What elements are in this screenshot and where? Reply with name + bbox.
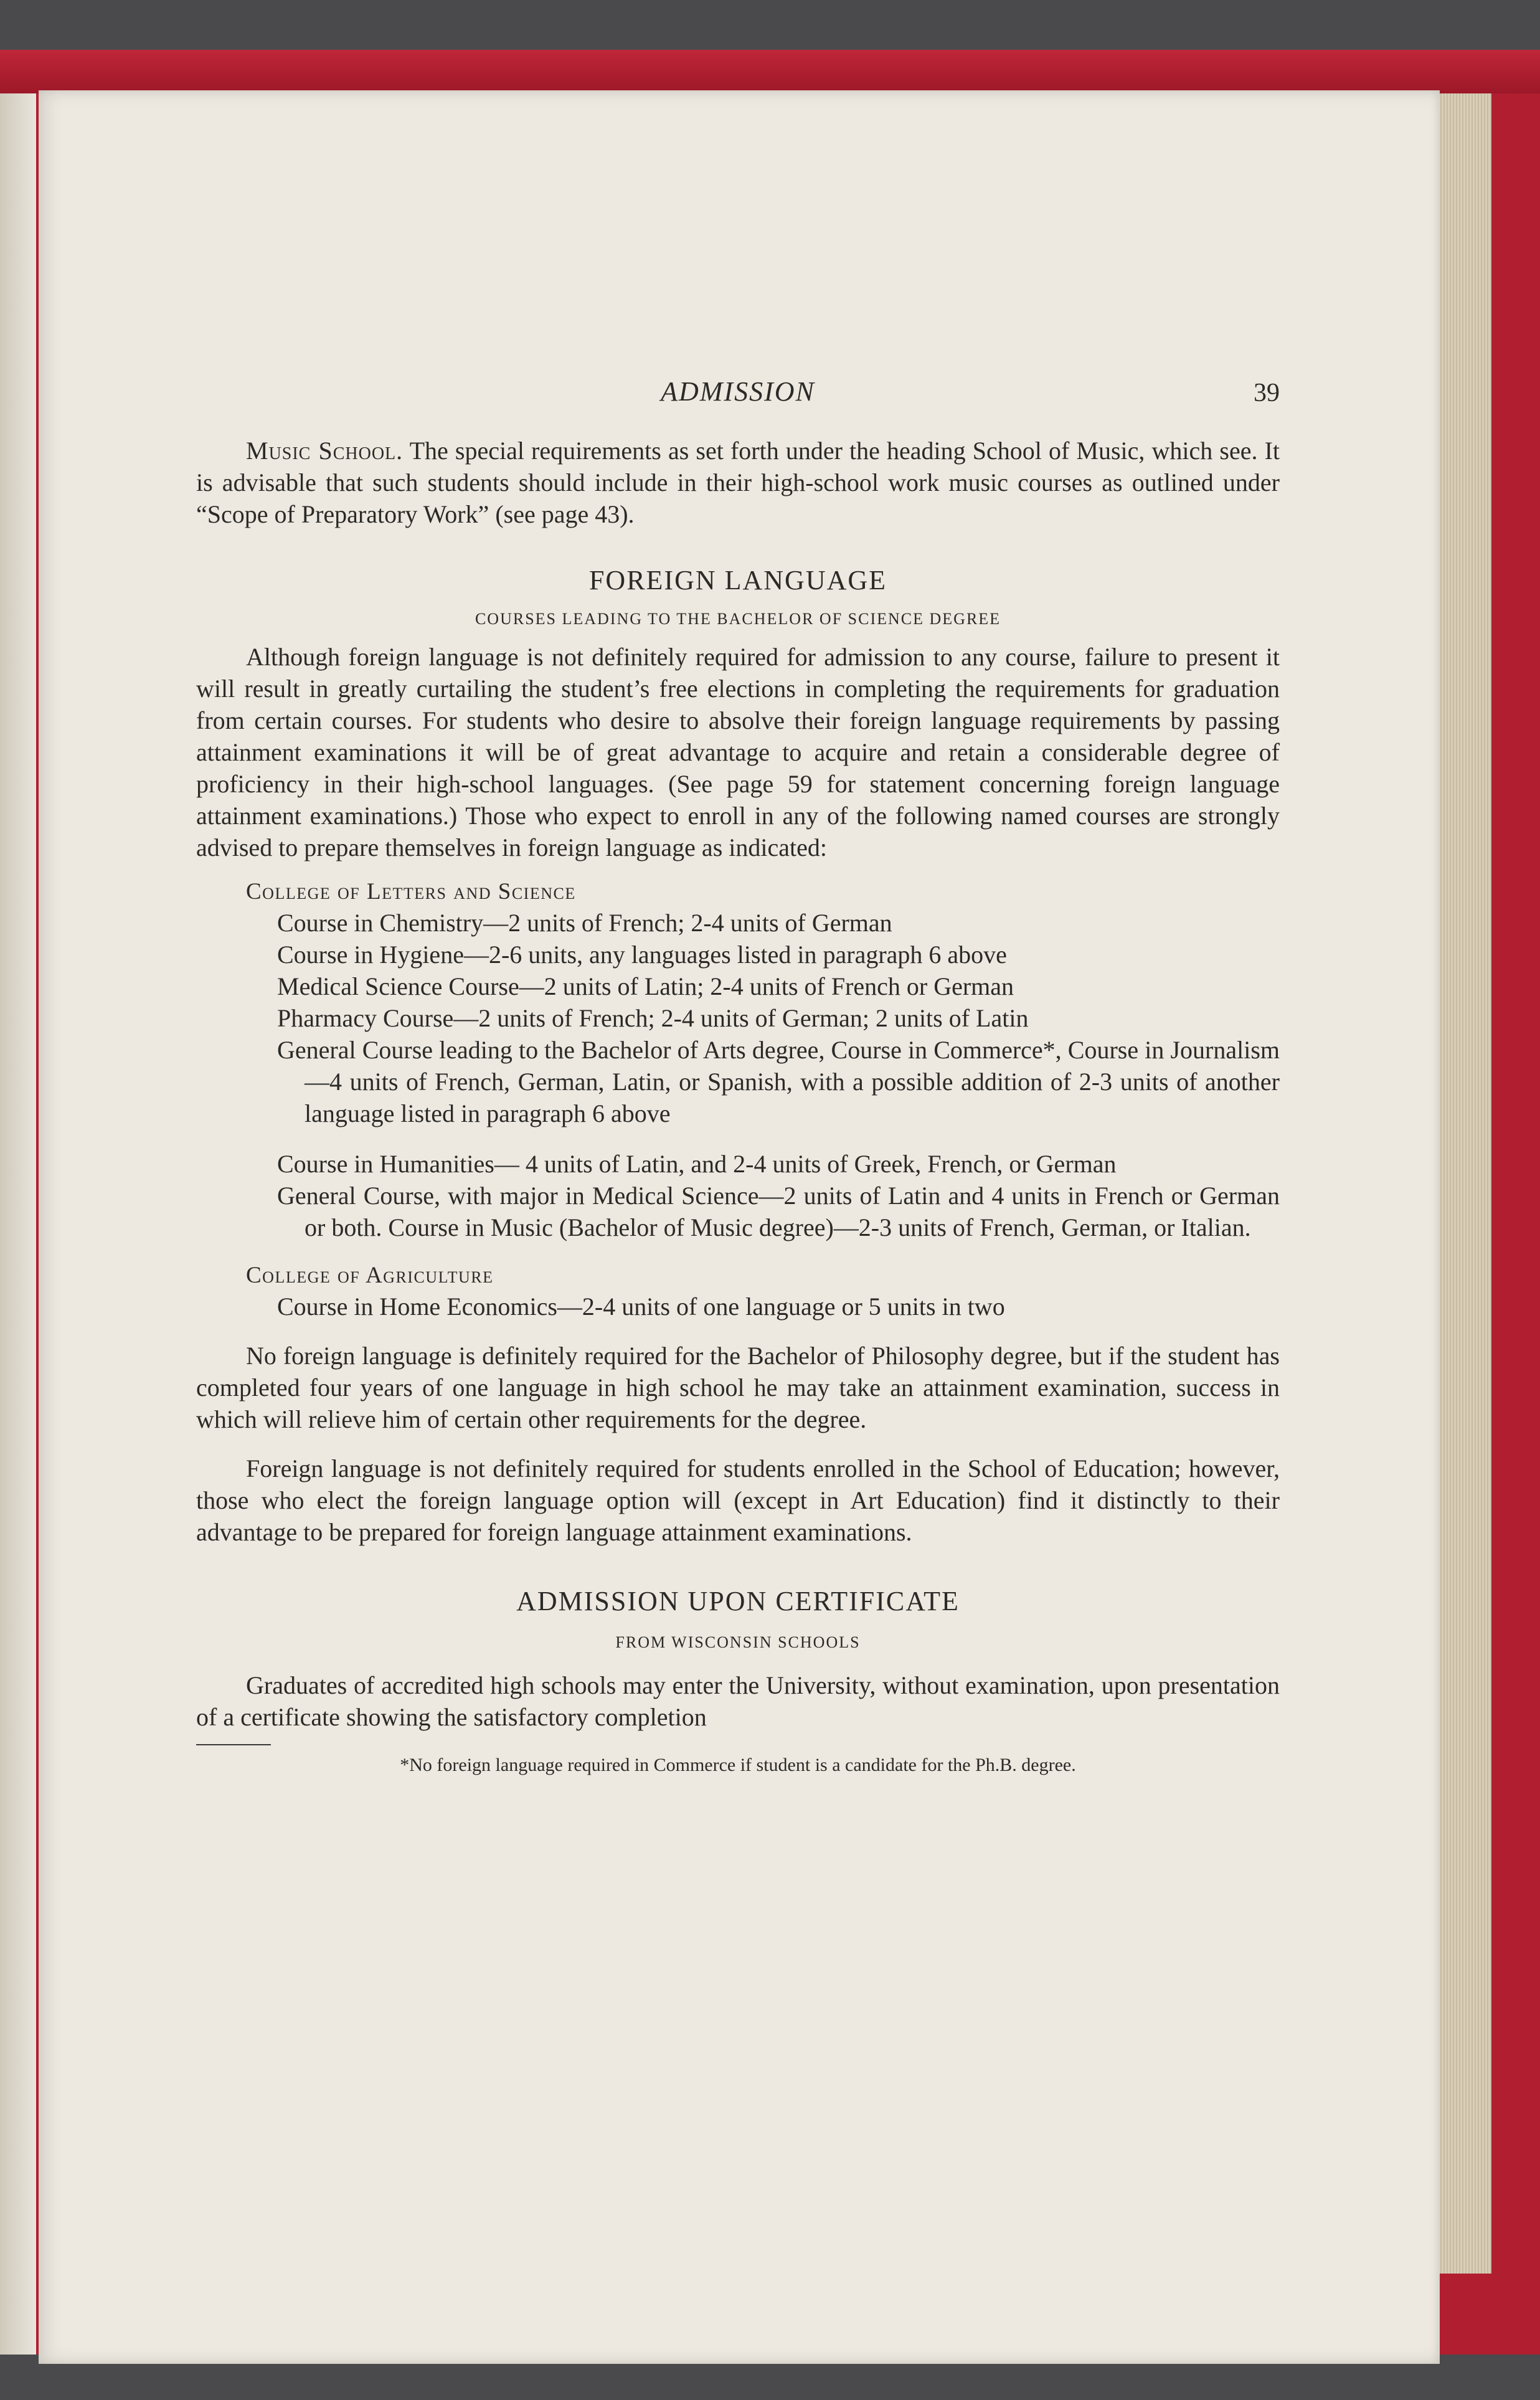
course-item: Course in Chemistry—2 units of French; 2-4 units of German xyxy=(277,909,892,937)
course-item: Course in Hygiene—2-6 units, any languages listed in paragraph 6 above xyxy=(277,941,1007,969)
philosophy-paragraph: No foreign language is definitely required for the Bachelor of Philosophy degree, but if the student has completed four years of one language in high school he may take an attainment examination, success in which will relieve him of certain other requirements for the degree. xyxy=(196,1342,1280,1433)
text-block xyxy=(196,376,1280,1778)
course-item: General Course leading to the Bachelor of Arts degree, Course in Commerce*, Course in Journalism—4 units of French, German, Latin, or Spanish, with a possible addition of 2-3 units of another language listed in paragraph 6 above xyxy=(277,1036,1280,1127)
college-heading: College of Agriculture xyxy=(246,1263,494,1288)
foreign-language-subheading: COURSES LEADING TO THE BACHELOR OF SCIENCE DEGREE xyxy=(475,610,1001,628)
music-school-paragraph xyxy=(196,435,1280,530)
course-item: Medical Science Course—2 units of Latin; 2-4 units of French or German xyxy=(277,972,1014,1000)
footnote-rule xyxy=(196,1744,271,1745)
facing-page-edge xyxy=(0,93,36,2355)
course-item: General Course, with major in Medical Science—2 units of Latin and 4 units in French or German or both. Course in Music (Bachelor of Music degree)—2-3 units of French, German, or Italian. xyxy=(277,1182,1280,1241)
music-school-text: The special requirements as set forth under the heading School of Music, which see. It is advisable that such students should include in their high-school work music courses as outlined under “Scope of Preparatory Work” (see page 43). xyxy=(196,437,1280,528)
admission-certificate-paragraph: Graduates of accredited high schools may enter the University, without examination, upon presentation of a certificate showing the satisfactory completion xyxy=(196,1671,1280,1731)
course-item: Course in Humanities— 4 units of Latin, and 2-4 units of Greek, French, or German xyxy=(277,1150,1117,1178)
music-school-lead: Music School. xyxy=(246,437,404,465)
admission-certificate-subheading: FROM WISCONSIN SCHOOLS xyxy=(615,1633,861,1651)
book-cover-top-edge xyxy=(0,50,1540,93)
foreign-language-heading: FOREIGN LANGUAGE xyxy=(588,565,887,595)
running-head-title: ADMISSION xyxy=(661,376,815,407)
college-heading: College of Letters and Science xyxy=(246,879,576,904)
page-stack-edge xyxy=(1432,93,1491,2274)
admission-certificate-heading: ADMISSION UPON CERTIFICATE xyxy=(516,1586,960,1616)
foreign-language-intro: Although foreign language is not definitely required for admission to any course, failure to present it will result in greatly curtailing the student’s free elections in completing the requirements for graduation from certain courses. For students who desire to absolve their foreign language requirements by passing attainment examinations it will be of great advantage to acquire and retain a considerable degree of proficiency in their high-school languages. (See page 59 for statement concerning foreign language attainment examinations.) Those who expect to enroll in any of the following named courses are strongly advised to prepare themselves in foreign language as indicated: xyxy=(196,643,1280,861)
footnote: *No foreign language required in Commerce if student is a candidate for the Ph.B. degree. xyxy=(400,1755,1076,1775)
page-number: 39 xyxy=(1254,379,1280,407)
course-item: Course in Home Economics—2-4 units of one language or 5 units in two xyxy=(277,1292,1005,1321)
book-page xyxy=(39,90,1440,2364)
running-head xyxy=(196,376,1280,419)
education-paragraph: Foreign language is not definitely required for students enrolled in the School of Education; however, those who elect the foreign language option will (except in Art Education) find it distinctly to their advantage to be prepared for foreign language attainment examinations. xyxy=(196,1454,1280,1546)
course-item: Pharmacy Course—2 units of French; 2-4 units of German; 2 units of Latin xyxy=(277,1004,1029,1032)
